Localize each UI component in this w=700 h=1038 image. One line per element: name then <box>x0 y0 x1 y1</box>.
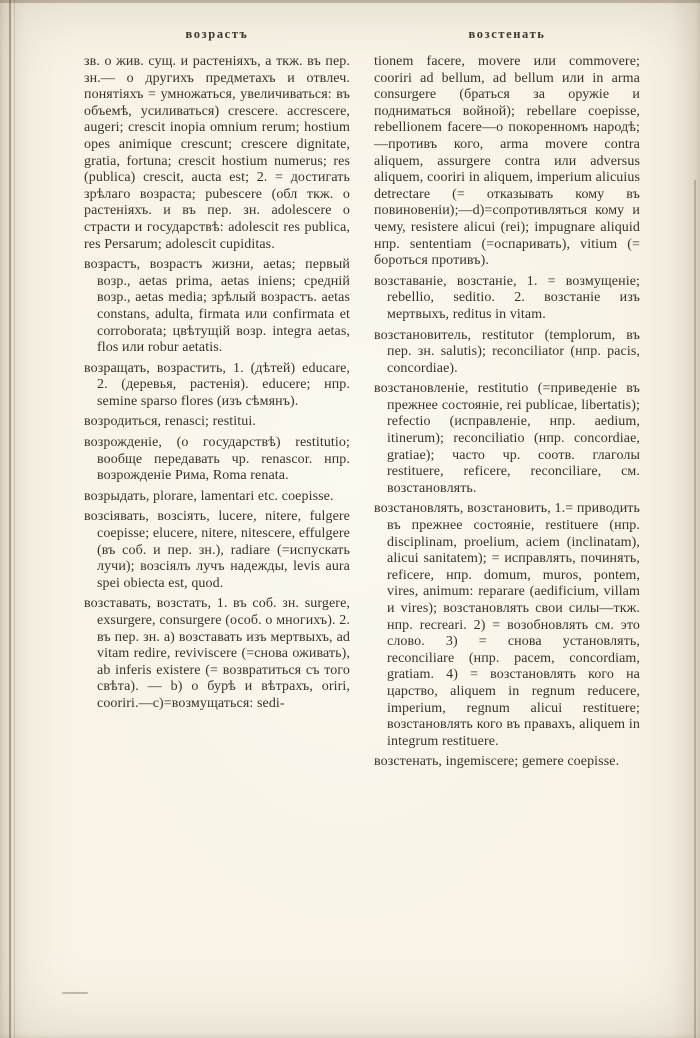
entry-vozrast: возрастъ, возрастъ жизни, aetas; первый возр., aetas prima, aetas iniens; средній возр., aetas media; зрѣлый возрастъ. aetas constans, adulta, firmata или confirmata et corroborata; цвѣтущій возр. integra aetas, flos или robur aetatis. <box>84 257 350 356</box>
entry-vozstanovitel: возстановитель, restitutor (templorum, въ пер. зн. salutis); reconciliator (нпр. pacis, concordiae). <box>374 327 640 376</box>
entry-continuation-vozstavat: tionem facere, movere или commovere; cooriri ad bellum, ad bellum или in arma consurgere (браться за оружіе и подниматься войной); rebellare coepisse, rebellionem facere—о покоренномъ народѣ;—противъ кого, arma movere contra aliquem, assurgere contra или adversus aliquem, cooriri in aliquem, imperium alicuius detrectare (= отказывать кому въ повиновеніи);—d)=сопротивляться кому и чему, resistere alicui (rei); impugnare aliquid нпр. sententiam (=оспаривать), vitium (= бороться противъ). <box>374 54 640 269</box>
scan-edge-top <box>0 0 700 3</box>
running-head-left: возрастъ <box>185 27 249 41</box>
scan-edge-left <box>9 0 11 1038</box>
entry-vozstanovlyat: возстановлять, возстановить, 1.= приводить въ прежнее состояніе, restituere (нпр. disciplinam, proelium, aciem (inclinatam), alicui sanitatem); = исправлять, починять, reficere, нпр. domum, muros, pontem, vires, animum: reparare (aedificium, villam и vires); возстановлять свои силы—ткж. нпр. recreari. 2) = возобновлять см. это слово. 3) = снова установлять, reconciliare (нпр. pacem, concordiam, gratiam. 4) = возстановлять кого на царство, aliquem in regnum reducere, imperium, regnum alicui restituere; возстановлять кого въ правахъ, aliquem in integrum restituere. <box>374 501 640 749</box>
scan-edge-right <box>694 180 696 1038</box>
running-head-right: возстенать <box>468 27 546 41</box>
entry-vozsiyavat: возсіявать, возсіять, lucere, nitere, fulgere coepisse; elucere, nitere, nitescere, effulgere (въ соб. и пер. зн.), radiare (=испускать лучи); возсіялъ лучъ надежды, levis aura spei obiecta est, quod. <box>84 509 350 591</box>
scan-artifact <box>62 992 88 994</box>
page-content <box>84 54 640 775</box>
entry-continuation-vozrastat: зв. о жив. сущ. и растеніяхъ, а ткж. въ пер. зн.— о другихъ предметахъ и отвлеч. понятіяхъ = умножаться, увеличиваться: въ объемѣ, усиливаться) crescere. accrescere, augeri; crescit inopia omnium rerum; hostium opes animique crescunt; crescere dignitate, gratia, fortuna; crescit hostium numerus; res (publica) crescit, aucta est; 2. = достигать зрѣлаго возраста; pubescere (обл ткж. о растеніяхъ. и въ пер. зн. adolescere о страсти и государствѣ: adolescit res publica, res Persarum; adolescit cupiditas. <box>84 54 350 252</box>
entry-vozstenat: возстенать, ingemiscere; gemere coepisse. <box>374 754 620 770</box>
entry-vozrozhdenie: возрожденіе, (о государствѣ) restitutio; вообще передавать чр. renascor. нпр. возрожденіе Рима, Roma renata. <box>84 435 350 484</box>
entry-vozrydat: возрыдать, plorare, lamentari etc. coepisse. <box>84 488 334 504</box>
running-heads <box>84 27 640 42</box>
left-column <box>84 54 350 775</box>
right-column <box>374 54 640 775</box>
scan-edge-left-secondary <box>14 0 15 1038</box>
entry-vozroditsya: возродиться, renasci; restitui. <box>84 414 256 430</box>
entry-vozstanovlenie: возстановленіе, restitutio (=приведеніе въ прежнее состояніе, rei publicae, libertatis); refectio (исправленіе, нпр. aedium, itinerum); reconciliatio (нпр. concordiae, gratiae); часто чр. соотв. глаголы restituere, reficere, reconciliare, см. возстановлять. <box>374 381 640 496</box>
entry-vozstavanie: возставаніе, возстаніе, 1. = возмущеніе; rebellio, seditio. 2. возстаніе изъ мертвыхъ, reditus in vitam. <box>374 273 640 322</box>
entry-vozrashchat: возращать, возрастить, 1. (дѣтей) educare, 2. (деревья, растенія). educere; нпр. semine sparso flores (изъ сѣмянъ). <box>84 360 350 409</box>
entry-vozstavat: возставать, возстать, 1. въ соб. зн. surgere, exsurgere, consurgere (особ. о многихъ). 2. въ пер. зн. a) возставать изъ мертвыхъ, ad vitam redire, reviviscere (=снова оживать), ab inferis existere (= возвратиться съ того свѣта). — b) о бурѣ и вѣтрахъ, oriri, cooriri.—c)=возмущаться: sedi- <box>84 596 350 711</box>
